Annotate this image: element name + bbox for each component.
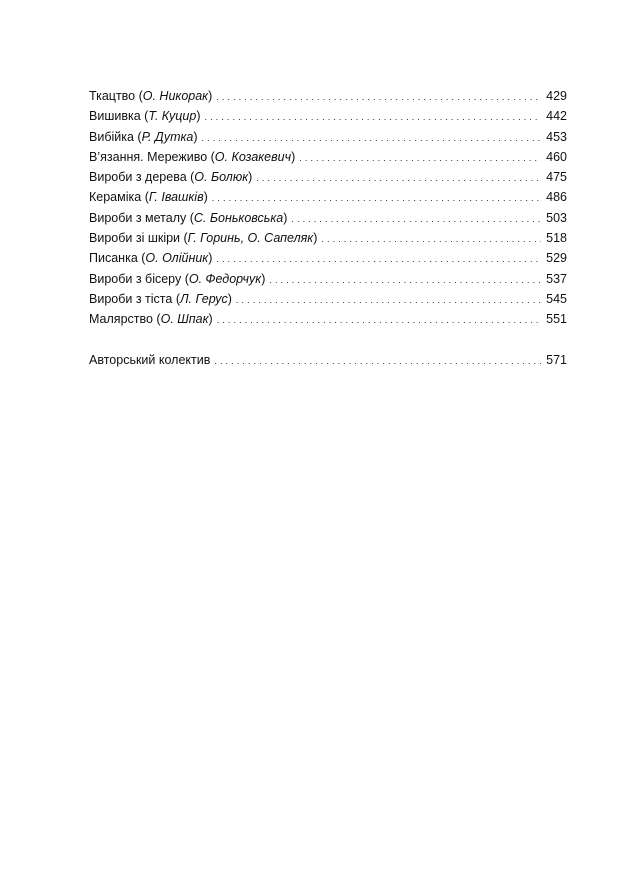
toc-entry-text: Малярство (О. Шпак) <box>89 312 213 327</box>
toc-entry-title: Вибійка <box>89 129 134 144</box>
toc-entry-title: Писанка <box>89 251 138 266</box>
toc-entry-authors[interactable] <box>89 353 567 373</box>
toc-entry-text: Вироби з дерева (О. Болюк) <box>89 170 253 185</box>
toc-entry-dough[interactable] <box>89 292 567 312</box>
toc-entry-text: Вироби з металу (С. Боньковська) <box>89 210 288 225</box>
dot-leader <box>212 193 541 203</box>
dot-leader <box>214 356 541 366</box>
dot-leader <box>321 234 541 244</box>
dot-leader <box>236 295 541 305</box>
toc-entry-author: Г. Горинь, О. Сапеляк <box>187 231 314 246</box>
toc-page-number: 442 <box>546 109 567 124</box>
toc-entry-title: В’язання. Мереживо <box>89 149 208 164</box>
toc-entry-text: Вироби з бісеру (О. Федорчук) <box>89 271 266 286</box>
toc-entry-metal[interactable] <box>89 211 567 231</box>
toc-page-number: 503 <box>546 210 567 225</box>
toc-page-number: 551 <box>546 312 567 327</box>
toc-entry-text: Кераміка (Г. Івашків) <box>89 190 208 205</box>
toc-entry-author: О. Никорак <box>142 89 209 103</box>
toc-entry-text: В’язання. Мереживо (О. Козакевич) <box>89 149 296 164</box>
toc-entry-author: Р. Дутка <box>141 129 194 144</box>
toc-page-number: 486 <box>546 190 567 205</box>
toc-page-number: 429 <box>546 89 567 103</box>
dot-leader <box>291 214 541 224</box>
dot-leader <box>204 112 541 122</box>
toc-page-number: 475 <box>546 170 567 185</box>
toc-page-number: 545 <box>546 291 567 306</box>
toc-entry-title: Малярство <box>89 312 153 327</box>
toc-entry-wood[interactable] <box>89 170 567 190</box>
toc-page-number: 529 <box>546 251 567 266</box>
toc-entry-pysanka[interactable] <box>89 251 567 271</box>
dot-leader <box>202 133 541 143</box>
dot-leader <box>269 275 541 285</box>
toc-entry-title: Кераміка <box>89 190 142 205</box>
toc-entry-ceramics[interactable] <box>89 190 567 210</box>
toc-page-number: 518 <box>546 231 567 246</box>
dot-leader <box>216 92 541 102</box>
toc-entry-author: О. Федорчук <box>188 271 262 286</box>
toc-entry-author: Г. Івашків <box>148 190 204 205</box>
toc-entry-text: Вишивка (Т. Куцир) <box>89 109 201 124</box>
toc-entry-title: Вироби з дерева <box>89 170 187 185</box>
toc-page-number: 537 <box>546 271 567 286</box>
toc-entry-text: Вироби зі шкіри (Г. Горинь, О. Сапеляк) <box>89 231 318 246</box>
toc-entry-title: Вироби з металу <box>89 210 187 225</box>
toc-entry-title: Ткацтво <box>89 89 136 103</box>
table-of-contents <box>89 89 567 373</box>
toc-entry-author: О. Олійник <box>145 251 209 266</box>
toc-entry-title: Вироби з бісеру <box>89 271 182 286</box>
dot-leader <box>299 153 541 163</box>
toc-entry-text: Писанка (О. Олійник) <box>89 251 213 266</box>
toc-entry-beads[interactable] <box>89 272 567 292</box>
dot-leader <box>217 315 541 325</box>
dot-leader <box>256 173 541 183</box>
toc-entry-text: Вибійка (Р. Дутка) <box>89 129 198 144</box>
toc-entry-leather[interactable] <box>89 231 567 251</box>
toc-page-number: 571 <box>546 352 567 367</box>
toc-entry-author: Л. Герус <box>179 291 228 306</box>
toc-entry-title: Вироби з тіста <box>89 291 173 306</box>
toc-page-number: 460 <box>546 149 567 164</box>
toc-entry-author: О. Болюк <box>194 170 249 185</box>
toc-entry-embroidery[interactable] <box>89 109 567 129</box>
toc-entry-weaving[interactable] <box>89 89 567 109</box>
toc-page-number: 453 <box>546 129 567 144</box>
dot-leader <box>216 254 541 264</box>
toc-entry-knitting[interactable] <box>89 150 567 170</box>
toc-entry-printing[interactable] <box>89 130 567 150</box>
toc-entry-author: Т. Куцир <box>148 109 197 124</box>
toc-entry-painting[interactable] <box>89 312 567 332</box>
toc-entry-text: Вироби з тіста (Л. Герус) <box>89 291 232 306</box>
toc-entry-title: Вишивка <box>89 109 141 124</box>
toc-entry-title: Авторський колектив <box>89 352 211 367</box>
toc-entry-text: Ткацтво (О. Никорак) <box>89 89 213 103</box>
toc-entry-title: Вироби зі шкіри <box>89 231 181 246</box>
toc-entry-author: О. Козакевич <box>214 149 292 164</box>
toc-entry-author: О. Шпак <box>160 312 209 327</box>
toc-entry-author: С. Боньковська <box>193 210 284 225</box>
